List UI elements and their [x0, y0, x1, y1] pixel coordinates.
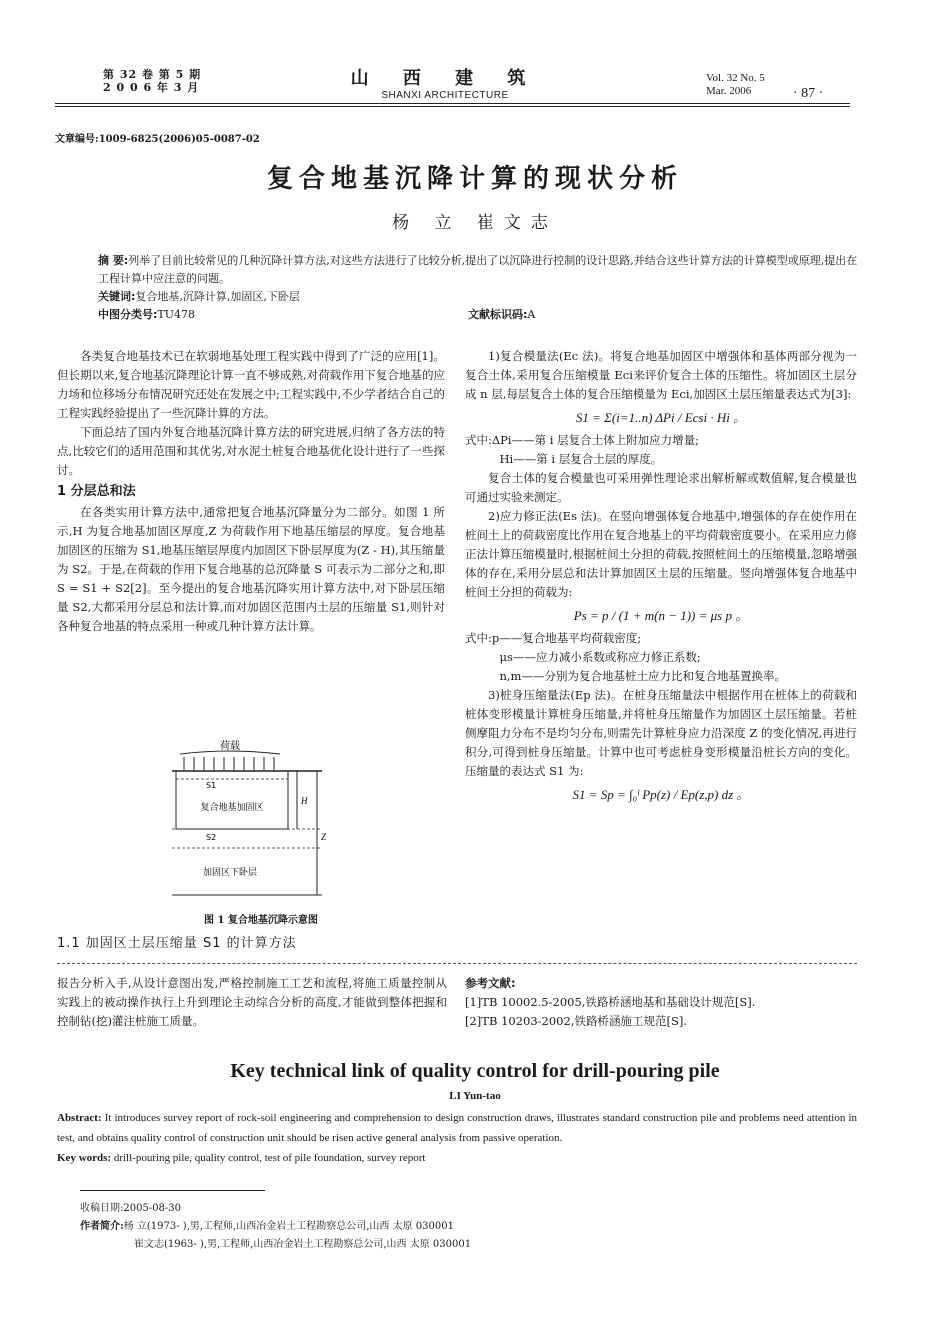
page-title: 复合地基沉降计算的现状分析 — [266, 164, 683, 194]
english-abstract-text: It introduces survey report of rock-soil engineering and comprehension to design construction draws, illustrates standard construction pile and problems need attention in test, and obtains quality control of construction unit should be risen active general analysis from passive operation. — [57, 1112, 858, 1144]
page-number: · 87 · — [793, 86, 824, 101]
prev-article-text: 报告分析入手,从设计意图出发,严格控制施工工艺和流程,将施工质量控制从实践上的被动操作执行上升到理论主动综合分析的高度,才能做到整体把握和控制钻(挖)灌注桩施工质量。 — [57, 976, 447, 1028]
formula-3: S1 = Sp = ∫₀ˡ Pp(z) / Ep(z,p) dz 。 — [572, 787, 750, 802]
fig-h-label: H — [301, 796, 308, 806]
footnote-rule — [80, 1190, 265, 1191]
where-line: μs——应力减小系数或称应力修正系数; — [499, 650, 701, 664]
issue-info-en — [706, 72, 765, 98]
volume-en: Vol. 32 No. 5 — [706, 72, 765, 84]
fig-load-label: 荷载 — [220, 741, 240, 752]
load-arrows — [184, 757, 274, 770]
right-column — [465, 347, 857, 808]
classification-row — [98, 306, 858, 324]
reference-item: [2]TB 10203-2002,铁路桥涵施工规范[S]. — [465, 1014, 687, 1028]
references — [465, 974, 857, 1031]
journal-name-en: SHANXI ARCHITECTURE — [381, 90, 509, 101]
load-brace — [180, 751, 280, 754]
abstract-block — [98, 252, 858, 324]
where-line: 式中:ΔPi——第 i 层复合土体上附加应力增量; — [465, 433, 699, 447]
abstract — [98, 252, 858, 288]
english-keywords — [57, 1148, 857, 1168]
authors: 杨 立 崔文志 — [392, 213, 558, 233]
figure-1 — [172, 740, 372, 910]
reference-item: [1]TB 10002.5-2005,铁路桥涵地基和基础设计规范[S]. — [465, 995, 756, 1009]
bio-1-text: 杨 立(1973- ),男,工程师,山西冶金岩土工程勘察总公司,山西 太原 030001 — [123, 1221, 454, 1232]
doc-code-label: 文献标识码: — [468, 308, 528, 321]
header-rule-2 — [55, 106, 850, 107]
keywords-text: 复合地基,沉降计算,加固区,下卧层 — [135, 290, 300, 303]
bio-label: 作者简介: — [80, 1221, 124, 1232]
article-number: 文章编号:1009-6825(2006)05-0087-02 — [55, 134, 260, 145]
references-label: 参考文献: — [465, 976, 516, 990]
english-abstract-block — [57, 1108, 857, 1168]
author-bio-2: 崔文志(1963- ),男,工程师,山西冶金岩土工程勘察总公司,山西 太原 030001 — [134, 1239, 472, 1250]
issue-info-cn — [103, 68, 201, 94]
volume-cn: 第 32 卷 第 5 期 — [103, 68, 202, 81]
journal-name — [345, 64, 545, 101]
reinforced-zone-box — [176, 771, 288, 829]
paragraph: 3)桩身压缩量法(Ep 法)。在桩身压缩量法中根据作用在桩体上的荷载和桩体变形模量计算桩身压缩量,并将桩身压缩量作为加固区土层压缩量。若桩侧摩阻力分布不是均匀分布,则需先计算桩身应力沿深度 Z 的变化情况,再进行积分,可得到桩身压缩量。计算中也可考虑桩身变形模量沿桩长方向的变化。压缩量的表达式 S1 为: — [465, 688, 857, 778]
doc-code-value: A — [527, 308, 536, 321]
date-cn: 2 0 0 6 年 3 月 — [103, 81, 200, 94]
paragraph: 下面总结了国内外复合地基沉降计算方法的研究进展,归纳了各方法的特点,比较它们的适用范围和其优劣,对水泥土桩复合地基优化设计进行了一些探讨。 — [57, 425, 445, 477]
english-keywords-text: drill-pouring pile, quality control, test of pile foundation, survey report — [113, 1152, 426, 1164]
fig-lower-label: 加固区下卧层 — [202, 868, 258, 878]
left-column — [57, 347, 445, 636]
paragraph: 2)应力修正法(Es 法)。在竖向增强体复合地基中,增强体的存在使作用在桩间土上的荷载密度比作用在复合地基上的平均荷载密度要小。在采用应力修正法计算压缩模量时,根据桩间土分担的荷载,按照桩间土的压缩模量,忽略增强体的存在,采用分层总和法计算加固区土层的压缩量。竖向增强体复合地基中桩间土分担的荷载为: — [465, 509, 857, 599]
date-en: Mar. 2006 — [706, 85, 752, 97]
figure-caption: 图 1 复合地基沉降示意图 — [204, 915, 318, 926]
formula-2: Ps = p / (1 + m(n − 1)) = μs p 。 — [573, 608, 749, 623]
author-bio-1 — [80, 1218, 454, 1236]
journal-name-cn: 山 西 建 筑 — [350, 68, 540, 89]
clc-label: 中图分类号: — [98, 308, 158, 321]
paragraph: 各类复合地基技术已在软弱地基处理工程实践中得到了广泛的应用[1]。但长期以来,复合地基沉降理论计算一直不够成熟,对荷载作用下复合地基的应力场和位移场分布情况研究还处在发展之中;工程实践中,不少学者结合自己的工程实践经验提出了一些沉降计算的方法。 — [57, 349, 445, 420]
keywords — [98, 288, 858, 306]
header-rule — [55, 103, 850, 104]
paragraph: 在各类实用计算方法中,通常把复合地基沉降量分为二部分。如图 1 所示,H 为复合地基加固区厚度,Z 为荷载作用下地基压缩层的厚度。复合地基加固区的压缩为 S1,地基压缩层厚度内加固区下卧层厚度为(Z - H),其压缩量为 S2。于是,在荷载的作用下复合地基的总沉降量 S 可表示为二部分之和,即 S = S1 + S2[2]。至今提出的复合地基沉降实用计算方法中,对下卧层压缩量 S2,大都采用分层总和法计算,而对加固区范围内土层的压缩量 S1,则针对各种复合地基的特点采用一种或几种计算方法计算。 — [57, 505, 445, 633]
english-author: LI Yun-tao — [449, 1090, 501, 1102]
english-title: Key technical link of quality control for drill-pouring pile — [230, 1060, 720, 1082]
clc-value: TU478 — [157, 308, 196, 321]
abstract-label: 摘 要: — [98, 254, 129, 267]
section-separator — [57, 963, 857, 964]
fig-s1-label: S1 — [206, 781, 217, 790]
received-date: 收稿日期:2005-08-30 — [80, 1203, 182, 1214]
fig-z-label: Z — [321, 832, 327, 842]
where-line: 式中:p——复合地基平均荷载密度; — [465, 631, 642, 645]
english-abstract — [57, 1108, 857, 1148]
fig-zone-label: 复合地基加固区 — [200, 803, 264, 813]
section-heading: 1 分层总和法 — [57, 484, 136, 499]
where-line: Hi——第 i 层复合土层的厚度。 — [499, 452, 663, 466]
abstract-text: 列举了目前比较常见的几种沉降计算方法,对这些方法进行了比较分析,提出了以沉降进行控制的设计思路,并结合这些计算方法的计算模型或原理,提出在工程计算中应注意的问题。 — [98, 254, 858, 285]
subsection-heading: 1.1 加固区土层压缩量 S1 的计算方法 — [57, 936, 297, 951]
fig-s2-label: S2 — [206, 833, 217, 842]
settlement-diagram — [172, 740, 372, 910]
english-keywords-label: Key words: — [57, 1152, 112, 1164]
english-abstract-label: Abstract: — [57, 1112, 102, 1124]
paragraph: 复合土体的复合模量也可采用弹性理论求出解析解或数值解,复合模量也可通过实验来测定。 — [465, 471, 857, 504]
keywords-label: 关键词: — [98, 290, 136, 303]
paragraph: 1)复合模量法(Ec 法)。将复合地基加固区中增强体和基体两部分视为一复合土体,采用复合压缩模量 Eci来评价复合土体的压缩性。将加固区土层分成 n 层,每层复合土体的复合压缩模量为 Eci,加固区土层压缩量表达式为[3]: — [465, 349, 857, 401]
where-line: n,m——分别为复合地基桩土应力比和复合地基置换率。 — [499, 669, 786, 683]
formula-1: S1 = Σ(i=1..n) ΔPi / Ecsi · Hi 。 — [575, 410, 747, 425]
doc-code — [468, 306, 535, 324]
